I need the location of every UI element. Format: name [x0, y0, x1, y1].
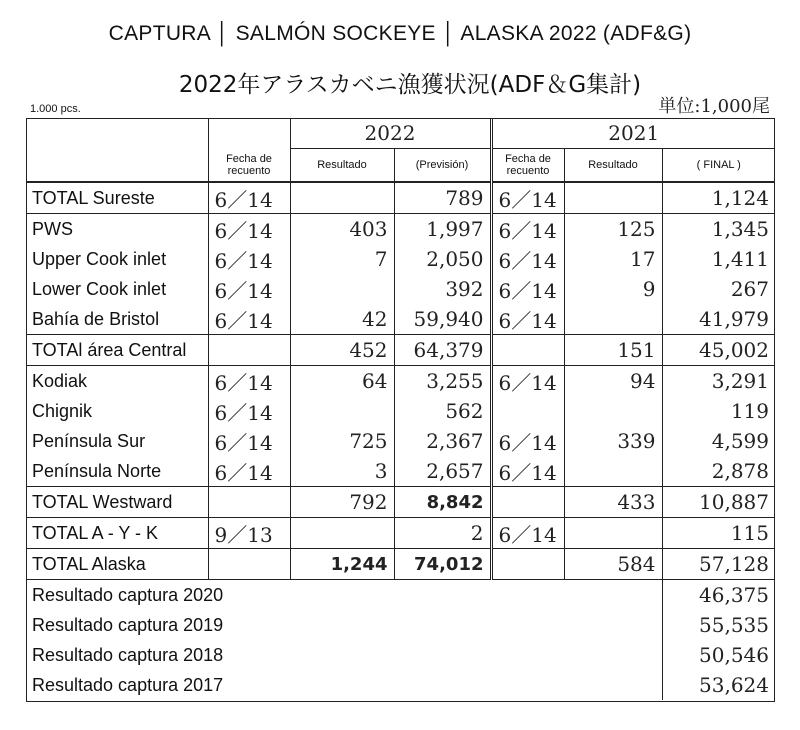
row-label: Kodiak: [32, 370, 88, 391]
final-2021: 1,345: [662, 214, 775, 245]
col-fecha-2022: Fecha de recuento: [208, 149, 290, 183]
date-2021: 6／14: [491, 518, 564, 549]
prevision-2022: 2,657: [394, 456, 491, 487]
resultado-2022: [290, 182, 394, 214]
date-2022: 6／14: [208, 274, 290, 304]
table-row: [26, 274, 775, 304]
history-value: 46,375: [662, 580, 775, 611]
col-fecha-2021: Fecha de recuento: [491, 149, 564, 183]
resultado-2022: [290, 518, 394, 549]
resultado-2022: 1,244: [290, 549, 394, 580]
resultado-2022: 452: [290, 335, 394, 366]
prevision-2022: 2,367: [394, 426, 491, 456]
history-value: 55,535: [662, 610, 775, 640]
resultado-2021: [564, 396, 662, 426]
history-label: Resultado captura 2020: [32, 584, 224, 605]
date-2021: 6／14: [491, 214, 564, 245]
history-row: [26, 610, 775, 640]
resultado-2022: 403: [290, 214, 394, 245]
prevision-2022: 392: [394, 274, 491, 304]
header-row-years: [26, 118, 775, 149]
final-2021: 267: [662, 274, 775, 304]
date-2021: [491, 335, 564, 366]
date-2022: 6／14: [208, 182, 290, 214]
final-2021: 3,291: [662, 366, 775, 397]
col-prevision-2022: (Previsión): [394, 149, 491, 183]
col-resultado-2022: Resultado: [290, 149, 394, 183]
date-2021: 6／14: [491, 456, 564, 487]
date-2022: 6／14: [208, 214, 290, 245]
row-label: TOTAl área Central: [26, 335, 208, 366]
table-row: [26, 426, 775, 456]
prevision-2022: 64,379: [394, 335, 491, 366]
table-row: [26, 549, 775, 580]
final-2021: 1,411: [662, 244, 775, 274]
resultado-2021: 584: [564, 549, 662, 580]
table-row: [26, 214, 775, 245]
resultado-2021: [564, 304, 662, 335]
final-2021: 115: [662, 518, 775, 549]
row-label: Upper Cook inlet: [32, 248, 167, 269]
col-resultado-2021: Resultado: [564, 149, 662, 183]
catch-table: [26, 118, 775, 700]
table-row: [26, 456, 775, 487]
resultado-2021: [564, 456, 662, 487]
prevision-2022: 59,940: [394, 304, 491, 335]
date-2022: 6／14: [208, 304, 290, 335]
year-2022-header: 2022: [290, 118, 491, 149]
resultado-2022: 792: [290, 487, 394, 518]
final-2021: 57,128: [662, 549, 775, 580]
date-2021: [491, 487, 564, 518]
date-2021: 6／14: [491, 426, 564, 456]
resultado-2022: [290, 274, 394, 304]
final-2021: 41,979: [662, 304, 775, 335]
date-2021: 6／14: [491, 182, 564, 214]
final-2021: 1,124: [662, 182, 775, 214]
resultado-2021: 9: [564, 274, 662, 304]
date-2021: [491, 396, 564, 426]
resultado-2021: [564, 518, 662, 549]
final-2021: 45,002: [662, 335, 775, 366]
page-header-title: CAPTURA │ SALMÓN SOCKEYE │ ALASKA 2022 (ADF&G): [108, 22, 692, 45]
japanese-title: 2022年アラスカベニ漁獲状況(ADF＆G集計): [178, 72, 642, 98]
resultado-2021: 125: [564, 214, 662, 245]
units-label-left: 1.000 pcs.: [30, 103, 81, 115]
prevision-2022: 1,997: [394, 214, 491, 245]
resultado-2022: 42: [290, 304, 394, 335]
row-label: Bahía de Bristol: [26, 304, 208, 335]
resultado-2021: 433: [564, 487, 662, 518]
prevision-2022: 2,050: [394, 244, 491, 274]
final-2021: 119: [662, 396, 775, 426]
units-label-right: 単位:1,000尾: [658, 96, 770, 117]
prevision-2022: 2: [394, 518, 491, 549]
resultado-2022: 7: [290, 244, 394, 274]
prevision-2022: 3,255: [394, 366, 491, 397]
history-label: Resultado captura 2018: [32, 644, 224, 665]
history-row: [26, 640, 775, 670]
date-2022: 6／14: [208, 366, 290, 397]
resultado-2021: [564, 182, 662, 214]
date-2021: 6／14: [491, 244, 564, 274]
date-2022: 6／14: [208, 396, 290, 426]
row-label: Península Norte: [26, 456, 208, 487]
resultado-2022: 64: [290, 366, 394, 397]
date-2022: 6／14: [208, 456, 290, 487]
year-2021-header: 2021: [491, 118, 775, 149]
table-row: [26, 335, 775, 366]
history-row: [26, 580, 775, 611]
date-2022: [208, 335, 290, 366]
table-row: [26, 487, 775, 518]
date-2021: 6／14: [491, 366, 564, 397]
history-value: 53,624: [662, 670, 775, 700]
history-label: Resultado captura 2019: [32, 614, 224, 635]
table-row: [26, 244, 775, 274]
date-2021: 6／14: [491, 304, 564, 335]
final-2021: 4,599: [662, 426, 775, 456]
row-label: Península Sur: [32, 430, 146, 451]
table-row: [26, 518, 775, 549]
table-row: [26, 304, 775, 335]
resultado-2021: 94: [564, 366, 662, 397]
prevision-2022: 8,842: [394, 487, 491, 518]
row-label: TOTAL Westward: [26, 487, 208, 518]
resultado-2021: 17: [564, 244, 662, 274]
row-label: PWS: [32, 218, 74, 239]
final-2021: 10,887: [662, 487, 775, 518]
row-label: Lower Cook inlet: [32, 278, 167, 299]
table-row: [26, 366, 775, 397]
resultado-2022: 725: [290, 426, 394, 456]
header-row-columns: [26, 149, 775, 183]
prevision-2022: 74,012: [394, 549, 491, 580]
date-2022: [208, 549, 290, 580]
prevision-2022: 789: [394, 182, 491, 214]
history-label: Resultado captura 2017: [32, 674, 224, 695]
row-label: TOTAL A - Y - K: [26, 518, 208, 549]
history-value: 50,546: [662, 640, 775, 670]
row-label: TOTAL Sureste: [26, 182, 208, 214]
resultado-2022: 3: [290, 456, 394, 487]
row-label: TOTAL Alaska: [26, 549, 208, 580]
date-2022: [208, 487, 290, 518]
table-row: [26, 396, 775, 426]
table-row: [26, 182, 775, 214]
col-final-2021: ( FINAL ): [662, 149, 775, 183]
resultado-2022: [290, 396, 394, 426]
date-2022: 6／14: [208, 244, 290, 274]
date-2022: 6／14: [208, 426, 290, 456]
row-label: Chignik: [32, 400, 93, 421]
date-2022: 9／13: [208, 518, 290, 549]
prevision-2022: 562: [394, 396, 491, 426]
final-2021: 2,878: [662, 456, 775, 487]
history-row: [26, 670, 775, 700]
resultado-2021: 339: [564, 426, 662, 456]
resultado-2021: 151: [564, 335, 662, 366]
date-2021: [491, 549, 564, 580]
date-2021: 6／14: [491, 274, 564, 304]
